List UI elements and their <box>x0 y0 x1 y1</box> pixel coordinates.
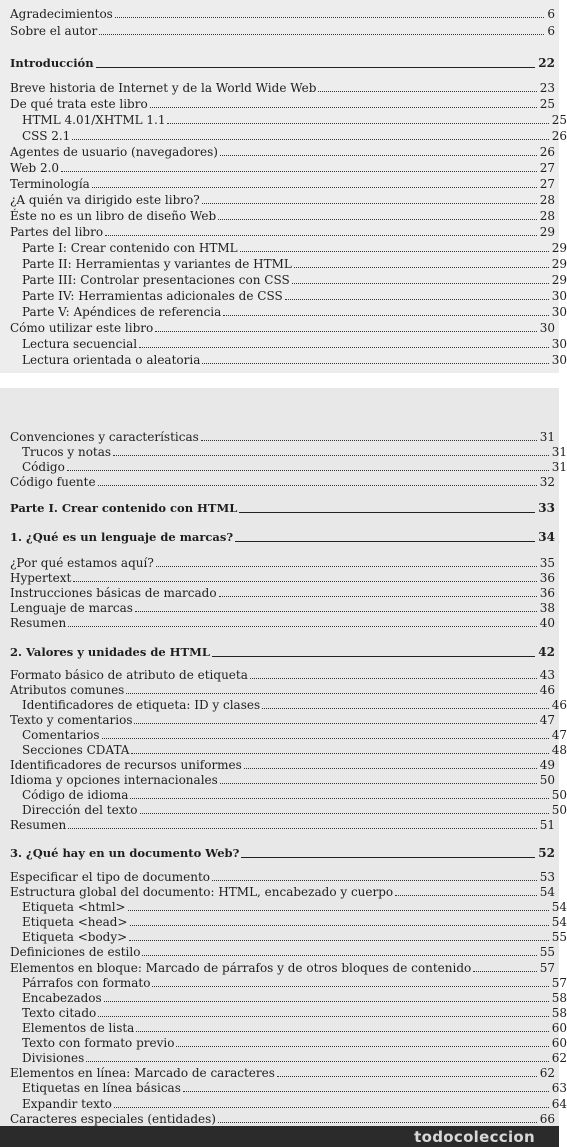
toc-entry <box>0 1111 555 1127</box>
toc-subentry <box>0 112 567 128</box>
toc-entry-title: HTML 4.01/XHTML 1.1 <box>22 113 166 127</box>
toc-page-number: 29 <box>551 241 567 255</box>
toc-entry <box>0 224 555 240</box>
toc-entry-title: Resumen <box>10 616 67 630</box>
toc-entry-title: Idioma y opciones internacionales <box>10 773 218 787</box>
toc-page-number: 48 <box>551 743 567 757</box>
dot-leader <box>155 331 536 332</box>
toc-subentry <box>0 1035 567 1051</box>
dot-leader <box>92 187 537 188</box>
dot-leader <box>86 1061 548 1062</box>
toc-entry-title: Estructura global del documento: HTML, encabezado y cuerpo <box>10 885 394 899</box>
toc-entry-title: Parte V: Apéndices de referencia <box>22 305 222 319</box>
toc-entry-title: Instrucciones básicas de marcado <box>10 586 217 600</box>
toc-page-number: 62 <box>539 1066 555 1080</box>
dot-leader <box>98 1016 548 1017</box>
toc-page-number: 26 <box>551 129 567 143</box>
toc-page-number: 40 <box>539 616 555 630</box>
toc-subentry <box>0 288 567 304</box>
toc-entry-title: Formato básico de atributo de etiqueta <box>10 668 248 682</box>
toc-entry <box>0 585 555 601</box>
toc-entry-title: Expandir texto <box>22 1097 112 1111</box>
toc-entry-title: 3. ¿Qué hay en un documento Web? <box>10 846 240 860</box>
dot-leader <box>128 910 549 911</box>
toc-entry <box>0 884 555 900</box>
toc-heading <box>0 845 555 861</box>
toc-page-number: 60 <box>551 1021 567 1035</box>
toc-page-number: 55 <box>551 930 567 944</box>
dot-leader <box>156 566 537 567</box>
toc-entry-title: 2. Valores y unidades de HTML <box>10 645 210 659</box>
toc-page-number: 46 <box>539 683 555 697</box>
toc-entry <box>0 1065 555 1081</box>
dot-leader <box>167 123 548 124</box>
dot-leader <box>134 723 536 724</box>
dot-leader <box>318 91 536 92</box>
toc-page-number: 25 <box>551 113 567 127</box>
toc-subentry <box>0 128 567 144</box>
toc-entry-title: Texto citado <box>22 1006 97 1020</box>
dot-leader <box>220 783 537 784</box>
toc-page-number: 23 <box>539 81 555 95</box>
toc-page-number: 38 <box>539 601 555 615</box>
toc-subentry <box>0 727 567 743</box>
dot-leader <box>292 283 549 284</box>
toc-subentry <box>0 787 567 803</box>
toc-subentry <box>0 459 567 475</box>
toc-entry-title: Divisiones <box>22 1051 85 1065</box>
toc-entry <box>0 869 555 885</box>
toc-page-number: 47 <box>551 728 567 742</box>
toc-page-number: 27 <box>539 161 555 175</box>
toc-page-number: 42 <box>538 645 555 659</box>
toc-page-number: 55 <box>539 945 555 959</box>
dot-leader <box>202 363 548 364</box>
toc-page-number: 34 <box>538 530 555 544</box>
dot-leader <box>262 708 549 709</box>
toc-page-number: 58 <box>551 991 567 1005</box>
toc-entry-title: Partes del libro <box>10 225 104 239</box>
toc-entry <box>0 944 555 960</box>
toc-page-number: 50 <box>551 803 567 817</box>
toc-subentry <box>0 914 567 930</box>
watermark-text: todocoleccion <box>414 1127 535 1146</box>
toc-page-number: 63 <box>551 1081 567 1095</box>
toc-page-top <box>0 0 567 373</box>
toc-subentry <box>0 802 567 818</box>
toc-entry-title: Etiqueta <html> <box>22 900 126 914</box>
toc-entry <box>0 772 555 788</box>
toc-entry-title: Etiqueta <body> <box>22 930 128 944</box>
toc-page-number: 30 <box>551 289 567 303</box>
dot-leader <box>235 541 535 542</box>
toc-entry <box>0 817 555 833</box>
toc-entry-title: Resumen <box>10 818 67 832</box>
toc-page-number: 28 <box>539 193 555 207</box>
dot-leader <box>104 1001 549 1002</box>
toc-subentry <box>0 444 567 460</box>
toc-page-number: 60 <box>551 1036 567 1050</box>
toc-entry-title: Agradecimientos <box>10 7 113 21</box>
toc-entry-title: CSS 2.1 <box>22 129 71 143</box>
toc-page-number: 6 <box>547 24 555 38</box>
toc-entry-title: Etiqueta <head> <box>22 915 128 929</box>
dot-leader <box>142 955 536 956</box>
toc-entry-title: Texto y comentarios <box>10 713 133 727</box>
toc-page-number: 29 <box>551 273 567 287</box>
toc-entry-title: Definiciones de estilo <box>10 945 141 959</box>
toc-entry <box>0 570 555 586</box>
toc-subentry <box>0 697 567 713</box>
toc-heading <box>0 529 555 545</box>
toc-page-number: 64 <box>551 1097 567 1111</box>
dot-leader <box>113 455 549 456</box>
toc-entry-title: Breve historia de Internet y de la World Wide Web <box>10 81 317 95</box>
dot-leader <box>140 813 549 814</box>
toc-entry-title: De qué trata este libro <box>10 97 148 111</box>
toc-entry-title: Dirección del texto <box>22 803 138 817</box>
toc-entry-title: Párrafos con formato <box>22 976 151 990</box>
watermark <box>0 1126 559 1147</box>
toc-subentry <box>0 272 567 288</box>
toc-page-number: 30 <box>539 321 555 335</box>
toc-page-number: 58 <box>551 1006 567 1020</box>
toc-subentry <box>0 742 567 758</box>
dot-leader <box>126 693 536 694</box>
toc-page-number: 27 <box>539 177 555 191</box>
dot-leader <box>150 107 537 108</box>
toc-entry-title: Cómo utilizar este libro <box>10 321 154 335</box>
toc-entry-title: Hypertext <box>10 571 72 585</box>
toc-entry-title: Identificadores de recursos uniformes <box>10 758 242 772</box>
toc-entry-title: Sobre el autor <box>10 24 98 38</box>
toc-entry-title: Caracteres especiales (entidades) <box>10 1112 216 1126</box>
toc-subentry <box>0 990 567 1006</box>
dot-leader <box>131 753 548 754</box>
toc-page-number: 43 <box>539 668 555 682</box>
toc-subentry <box>0 1096 567 1112</box>
toc-entry-title: Etiquetas en línea básicas <box>22 1081 181 1095</box>
toc-entry-title: Texto con formato previo <box>22 1036 175 1050</box>
toc-entry <box>0 192 555 208</box>
toc-subentry <box>0 1020 567 1036</box>
toc-subentry <box>0 256 567 272</box>
dot-leader <box>277 1076 537 1077</box>
dot-leader <box>473 971 536 972</box>
toc-entry-title: Lenguaje de marcas <box>10 601 133 615</box>
toc-entry-title: Parte III: Controlar presentaciones con CSS <box>22 273 290 287</box>
toc-page-number: 54 <box>539 885 555 899</box>
toc-entry-title: Parte IV: Herramientas adicionales de CSS <box>22 289 283 303</box>
toc-subentry <box>0 929 567 945</box>
toc-entry-title: Encabezados <box>22 991 102 1005</box>
toc-entry-title: Parte II: Herramientas y variantes de HTML <box>22 257 292 271</box>
toc-page-number: 25 <box>539 97 555 111</box>
toc-entry-title: Agentes de usuario (navegadores) <box>10 145 218 159</box>
toc-page-number: 46 <box>551 698 567 712</box>
dot-leader <box>130 925 549 926</box>
toc-entry <box>0 555 555 571</box>
toc-entry <box>0 757 555 773</box>
toc-entry-title: Terminología <box>10 177 90 191</box>
toc-entry <box>0 682 555 698</box>
toc-page-number: 30 <box>551 337 567 351</box>
toc-page-number: 29 <box>551 257 567 271</box>
toc-entry <box>0 23 555 39</box>
toc-entry-title: Trucos y notas <box>22 445 112 459</box>
toc-subentry <box>0 899 567 915</box>
toc-subentry <box>0 975 567 991</box>
toc-entry-title: 1. ¿Qué es un lenguaje de marcas? <box>10 530 234 544</box>
toc-entry-title: Identificadores de etiqueta: ID y clases <box>22 698 261 712</box>
dot-leader <box>183 1091 549 1092</box>
dot-leader <box>139 347 549 348</box>
dot-leader <box>136 1031 548 1032</box>
toc-subentry <box>0 1050 567 1066</box>
toc-page-number: 51 <box>539 818 555 832</box>
toc-page-number: 30 <box>551 305 567 319</box>
toc-page-number: 57 <box>539 961 555 975</box>
toc-entry-title: Éste no es un libro de diseño Web <box>10 209 217 223</box>
toc-entry <box>0 6 555 22</box>
toc-page-number: 33 <box>538 501 555 515</box>
toc-entry <box>0 208 555 224</box>
dot-leader <box>218 1122 537 1123</box>
toc-entry-title: Elementos en bloque: Marcado de párrafos y de otros bloques de contenido <box>10 961 472 975</box>
dot-leader <box>96 67 536 68</box>
dot-leader <box>130 798 548 799</box>
toc-entry-title: Código <box>22 460 65 474</box>
dot-leader <box>68 626 536 627</box>
toc-entry-title: ¿A quién va dirigido este libro? <box>10 193 200 207</box>
toc-page-number: 62 <box>551 1051 567 1065</box>
dot-leader <box>68 828 536 829</box>
dot-leader <box>223 315 548 316</box>
page-separator <box>0 373 559 388</box>
toc-entry <box>0 474 555 490</box>
toc-page-number: 35 <box>539 556 555 570</box>
toc-page-number: 50 <box>551 788 567 802</box>
toc-page-number: 28 <box>539 209 555 223</box>
dot-leader <box>61 171 537 172</box>
toc-entry <box>0 80 555 96</box>
toc-entry-title: Lectura secuencial <box>22 337 138 351</box>
toc-page-number: 36 <box>539 571 555 585</box>
dot-leader <box>240 251 549 252</box>
dot-leader <box>212 656 535 657</box>
dot-leader <box>129 940 549 941</box>
toc-page-number: 31 <box>551 445 567 459</box>
toc-page-number: 49 <box>539 758 555 772</box>
dot-leader <box>241 857 535 858</box>
toc-page-number: 26 <box>539 145 555 159</box>
toc-page-number: 47 <box>539 713 555 727</box>
toc-entry-title: Introducción <box>10 56 94 70</box>
toc-page-number: 54 <box>551 900 567 914</box>
toc-subentry <box>0 352 567 368</box>
dot-leader <box>395 895 537 896</box>
dot-leader <box>114 1107 549 1108</box>
toc-heading <box>0 55 555 71</box>
toc-subentry <box>0 1005 567 1021</box>
toc-entry-title: Web 2.0 <box>10 161 60 175</box>
toc-page-number: 22 <box>538 56 555 70</box>
toc-page-bottom <box>0 388 567 1147</box>
toc-page-number: 53 <box>539 870 555 884</box>
dot-leader <box>115 17 545 18</box>
toc-entry <box>0 320 555 336</box>
toc-entry-title: Parte I: Crear contenido con HTML <box>22 241 238 255</box>
toc-heading <box>0 644 555 660</box>
toc-entry-title: Especificar el tipo de documento <box>10 870 211 884</box>
dot-leader <box>98 485 537 486</box>
toc-entry-title: Parte I. Crear contenido con HTML <box>10 501 238 515</box>
toc-entry <box>0 667 555 683</box>
toc-entry-title: Código fuente <box>10 475 96 489</box>
dot-leader <box>67 470 549 471</box>
toc-page-number: 6 <box>547 7 555 21</box>
toc-subentry <box>0 304 567 320</box>
dot-leader <box>250 678 537 679</box>
dot-leader <box>201 440 537 441</box>
toc-entry-title: ¿Por qué estamos aquí? <box>10 556 154 570</box>
dot-leader <box>285 299 549 300</box>
dot-leader <box>176 1046 548 1047</box>
toc-entry <box>0 176 555 192</box>
dot-leader <box>218 219 537 220</box>
toc-page-number: 54 <box>551 915 567 929</box>
dot-leader <box>202 203 537 204</box>
toc-entry-title: Lectura orientada o aleatoria <box>22 353 201 367</box>
toc-entry-title: Convenciones y características <box>10 430 199 444</box>
dot-leader <box>152 986 548 987</box>
toc-page-number: 36 <box>539 586 555 600</box>
toc-page-number: 29 <box>539 225 555 239</box>
dot-leader <box>220 155 537 156</box>
toc-page-number: 50 <box>539 773 555 787</box>
dot-leader <box>244 768 537 769</box>
toc-entry <box>0 429 555 445</box>
toc-subentry <box>0 240 567 256</box>
dot-leader <box>73 581 536 582</box>
dot-leader <box>239 512 535 513</box>
dot-leader <box>102 738 549 739</box>
toc-entry <box>0 615 555 631</box>
toc-entry-title: Elementos en línea: Marcado de caracteres <box>10 1066 275 1080</box>
toc-entry <box>0 144 555 160</box>
dot-leader <box>105 235 537 236</box>
toc-page-number: 57 <box>551 976 567 990</box>
toc-entry-title: Elementos de lista <box>22 1021 135 1035</box>
dot-leader <box>99 34 544 35</box>
toc-page-number: 30 <box>551 353 567 367</box>
toc-heading <box>0 500 555 516</box>
toc-entry-title: Atributos comunes <box>10 683 125 697</box>
dot-leader <box>212 880 537 881</box>
toc-entry-title: Código de idioma <box>22 788 129 802</box>
dot-leader <box>135 611 537 612</box>
toc-page-number: 31 <box>551 460 567 474</box>
toc-page-number: 32 <box>539 475 555 489</box>
toc-entry <box>0 600 555 616</box>
toc-page-number: 52 <box>538 846 555 860</box>
toc-entry-title: Secciones CDATA <box>22 743 130 757</box>
dot-leader <box>294 267 549 268</box>
toc-entry-title: Comentarios <box>22 728 100 742</box>
dot-leader <box>72 139 548 140</box>
toc-subentry <box>0 336 567 352</box>
toc-subentry <box>0 1080 567 1096</box>
toc-page-number: 31 <box>539 430 555 444</box>
toc-entry <box>0 160 555 176</box>
dot-leader <box>219 596 537 597</box>
toc-entry <box>0 712 555 728</box>
toc-entry <box>0 96 555 112</box>
toc-entry <box>0 960 555 976</box>
toc-page-number: 66 <box>539 1112 555 1126</box>
